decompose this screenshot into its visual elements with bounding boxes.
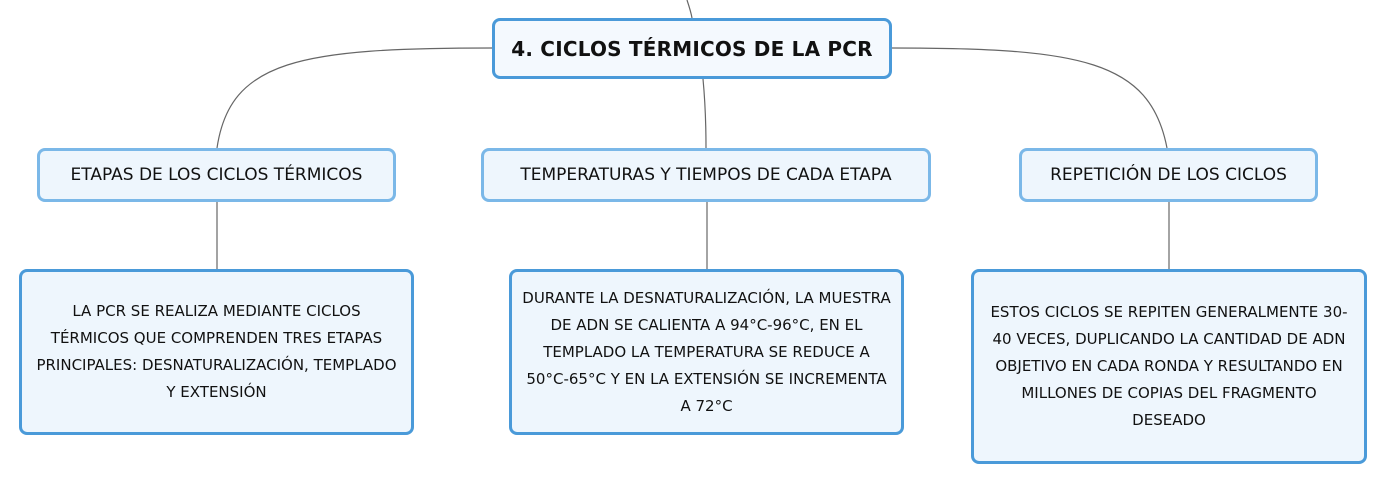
topic-node-temperaturas[interactable] <box>481 148 931 202</box>
topic-label: ETAPAS DE LOS CICLOS TÉRMICOS <box>70 165 363 185</box>
connector-root-to-topic-2 <box>703 79 706 148</box>
detail-text: DURANTE LA DESNATURALIZACIÓN, LA MUESTRA DE ADN SE CALIENTA A 94°C-96°C, EN EL TEMPLADO LA TEMPERATURA SE REDUCE A 50°C-65°C Y EN LA EXTENSIÓN SE INCREMENTA A 72°C <box>522 288 891 415</box>
detail-text: ESTOS CICLOS SE REPITEN GENERALMENTE 30-40 VECES, DUPLICANDO LA CANTIDAD DE ADN OBJETIVO EN CADA RONDA Y RESULTANDO EN MILLONES DE COPIAS DEL FRAGMENTO DESEADO <box>990 303 1348 429</box>
detail-text: LA PCR SE REALIZA MEDIANTE CICLOS TÉRMICOS QUE COMPRENDEN TRES ETAPAS PRINCIPALES: DESNATURALIZACIÓN, TEMPLADO Y EXTENSIÓN <box>36 302 397 401</box>
topic-label: REPETICIÓN DE LOS CICLOS <box>1050 165 1287 185</box>
detail-node-repeticion[interactable] <box>971 269 1367 464</box>
topic-node-repeticion[interactable] <box>1019 148 1318 202</box>
detail-node-etapas[interactable] <box>19 269 414 435</box>
topic-label: TEMPERATURAS Y TIEMPOS DE CADA ETAPA <box>520 165 892 185</box>
connector-root-to-topic-3 <box>892 48 1167 148</box>
connector-parent-to-root <box>687 0 692 18</box>
root-title: 4. CICLOS TÉRMICOS DE LA PCR <box>511 36 873 61</box>
detail-node-temperaturas[interactable] <box>509 269 904 435</box>
topic-node-etapas[interactable] <box>37 148 396 202</box>
root-node[interactable] <box>492 18 892 79</box>
connector-root-to-topic-1 <box>217 48 492 148</box>
